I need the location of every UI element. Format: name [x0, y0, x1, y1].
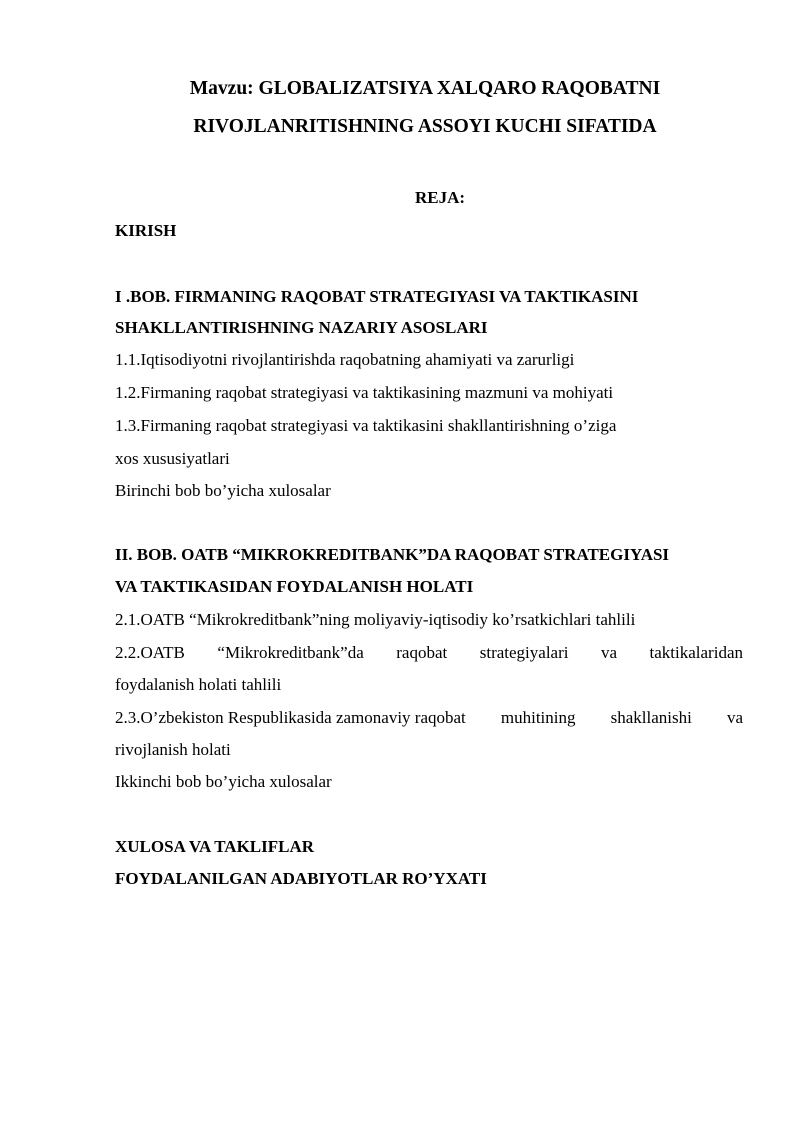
chapter2-heading-line-1: II. BOB. OATB “MIKROKREDITBANK”DA RAQOBAT STRATEGIYASI — [115, 545, 670, 564]
chapter2-item-2-word: strategiyalari — [479, 643, 569, 662]
chapter2-item-2-word: 2.2.OATB — [115, 643, 185, 662]
chapter2-item-2-word: raqobat — [396, 643, 448, 662]
chapter2-item-1: 2.1.OATB “Mikrokreditbank”ning moliyaviy-iqtisodiy ko’rsatkichlari tahlili — [115, 610, 636, 629]
chapter2-conclusion: Ikkinchi bob bo’yicha xulosalar — [115, 772, 332, 791]
chapter2-item-3-cont: rivojlanish holati — [115, 740, 231, 759]
title-line-2: RIVOJLANRITISHNING ASSOYI KUCHI SIFATIDA — [193, 116, 657, 137]
chapter1-item-3: 1.3.Firmaning raqobat strategiyasi va taktikasini shakllantirishning o’ziga — [115, 416, 617, 435]
chapter1-heading-line-2: SHAKLLANTIRISHNING NAZARIY ASOSLARI — [115, 318, 488, 337]
chapter1-conclusion: Birinchi bob bo’yicha xulosalar — [115, 481, 331, 500]
chapter2-item-3-word: muhitining — [500, 708, 576, 727]
chapter1-item-1: 1.1.Iqtisodiyotni rivojlantirishda raqobatning ahamiyati va zarurligi — [115, 350, 575, 369]
chapter2-item-2-cont: foydalanish holati tahlili — [115, 675, 282, 694]
references-heading: FOYDALANILGAN ADABIYOTLAR RO’YXATI — [115, 869, 487, 888]
chapter2-item-2-word: taktikalaridan — [649, 643, 743, 662]
chapter2-item-3-word: 2.3.O’zbekiston Respublikasida zamonaviy raqobat — [115, 708, 466, 727]
plan-heading: REJA: — [415, 188, 466, 207]
chapter2-heading-line-2: VA TAKTIKASIDAN FOYDALANISH HOLATI — [115, 577, 474, 596]
intro-heading: KIRISH — [115, 221, 177, 240]
chapter2-item-2 — [115, 643, 743, 663]
chapter1-item-3-cont: xos xususiyatlari — [115, 449, 230, 468]
chapter2-item-3-word: va — [726, 708, 743, 727]
conclusions-heading: XULOSA VA TAKLIFLAR — [115, 837, 315, 856]
chapter1-item-2: 1.2.Firmaning raqobat strategiyasi va taktikasining mazmuni va mohiyati — [115, 383, 614, 402]
chapter2-item-3 — [115, 708, 743, 728]
chapter2-item-2-word: va — [600, 643, 618, 662]
chapter2-item-3-word: shakllanishi — [610, 708, 692, 727]
chapter2-item-2-word: “Mikrokreditbank”da — [217, 643, 364, 662]
title-line-1: Mavzu: GLOBALIZATSIYA XALQARO RAQOBATNI — [189, 78, 661, 99]
chapter1-heading-line-1: I .BOB. FIRMANING RAQOBAT STRATEGIYASI VA TAKTIKASINI — [115, 287, 639, 306]
